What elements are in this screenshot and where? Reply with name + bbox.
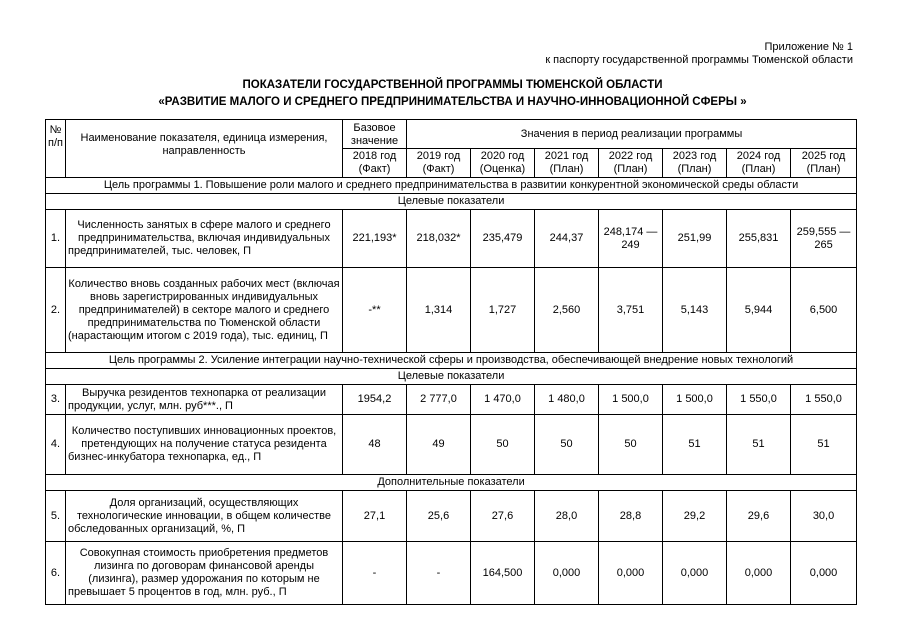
indicator-value: 221,193* (343, 210, 407, 268)
year-kind: (Факт) (358, 163, 391, 175)
indicator-value: 1 550,0 (727, 385, 791, 415)
indicator-value: 5,944 (727, 268, 791, 353)
appendix-note (545, 41, 853, 67)
year-kind: (План) (677, 163, 712, 175)
header-base: Базовое значение (343, 120, 407, 149)
indicator-value: -** (343, 268, 407, 353)
indicator-value: 51 (791, 415, 857, 475)
year-label: 2018 год (352, 150, 397, 162)
indicator-value: 0,000 (599, 542, 663, 605)
additional-indicators-heading: Дополнительные показатели (46, 475, 857, 491)
target-indicators-heading: Целевые показатели (46, 194, 857, 210)
indicator-value: 1 470,0 (471, 385, 535, 415)
table-row (46, 491, 857, 542)
indicator-value: 29,6 (727, 491, 791, 542)
year-header (599, 149, 663, 178)
indicator-value: 25,6 (407, 491, 471, 542)
indicator-name: Количество вновь созданных рабочих мест (включая вновь зарегистрированных индивидуальных предпринимателей) в секторе малого и среднего предпринимательства по Тюменской области (нарастающим итогом с 2019 года), тыс. единиц, П (66, 268, 343, 353)
title-line-2: «РАЗВИТИЕ МАЛОГО И СРЕДНЕГО ПРЕДПРИНИМАТЕЛЬСТВА И НАУЧНО-ИННОВАЦИОННОЙ СФЕРЫ » (158, 96, 747, 108)
year-header (407, 149, 471, 178)
header-name: Наименование показателя, единица измерения, направленность (66, 120, 343, 178)
year-label: 2023 год (672, 150, 717, 162)
indicator-value: - (343, 542, 407, 605)
indicator-value: 27,6 (471, 491, 535, 542)
row-number: 2. (46, 268, 66, 353)
year-kind: (План) (741, 163, 776, 175)
indicator-value: 248,174 — 249 (599, 210, 663, 268)
indicator-value: 3,751 (599, 268, 663, 353)
year-header (471, 149, 535, 178)
table-row (46, 385, 857, 415)
table-row (46, 268, 857, 353)
appendix-line-1: Приложение № 1 (764, 41, 853, 53)
indicator-value: 27,1 (343, 491, 407, 542)
row-number: 1. (46, 210, 66, 268)
indicator-value: 1,314 (407, 268, 471, 353)
indicator-value: 0,000 (663, 542, 727, 605)
target-indicators-heading: Целевые показатели (46, 369, 857, 385)
indicator-value: 50 (599, 415, 663, 475)
indicator-value: 49 (407, 415, 471, 475)
year-header (663, 149, 727, 178)
indicator-value: 2 777,0 (407, 385, 471, 415)
indicator-value: 28,8 (599, 491, 663, 542)
indicator-value: 5,143 (663, 268, 727, 353)
year-header (343, 149, 407, 178)
indicator-value: 28,0 (535, 491, 599, 542)
row-number: 5. (46, 491, 66, 542)
indicator-value: 51 (727, 415, 791, 475)
indicator-value: 1 550,0 (791, 385, 857, 415)
indicator-value: 1,727 (471, 268, 535, 353)
indicator-value: 2,560 (535, 268, 599, 353)
indicator-value: 30,0 (791, 491, 857, 542)
row-number: 3. (46, 385, 66, 415)
indicator-value: 50 (471, 415, 535, 475)
row-number: 4. (46, 415, 66, 475)
indicator-value: 0,000 (791, 542, 857, 605)
indicator-value: 0,000 (535, 542, 599, 605)
header-num: № п/п (46, 120, 66, 178)
indicator-value: 259,555 — 265 (791, 210, 857, 268)
row-number: 6. (46, 542, 66, 605)
indicators-table (45, 119, 857, 605)
title-line-1: ПОКАЗАТЕЛИ ГОСУДАРСТВЕННОЙ ПРОГРАММЫ ТЮМЕНСКОЙ ОБЛАСТИ (242, 79, 663, 91)
indicator-name: Выручка резидентов технопарка от реализации продукции, услуг, млн. руб***., П (66, 385, 343, 415)
year-kind: (Факт) (422, 163, 455, 175)
indicator-name: Численность занятых в сфере малого и среднего предпринимательства, включая индивидуальных предпринимателей, тыс. человек, П (66, 210, 343, 268)
year-header (727, 149, 791, 178)
indicator-value: 1 500,0 (663, 385, 727, 415)
indicator-value: 164,500 (471, 542, 535, 605)
year-header (791, 149, 857, 178)
indicator-value: - (407, 542, 471, 605)
indicator-value: 218,032* (407, 210, 471, 268)
indicator-value: 6,500 (791, 268, 857, 353)
indicator-name: Количество поступивших инновационных проектов, претендующих на получение статуса резидента бизнес-инкубатора технопарка, ед., П (66, 415, 343, 475)
year-label: 2024 год (736, 150, 781, 162)
indicator-value: 251,99 (663, 210, 727, 268)
goal-2-heading: Цель программы 2. Усиление интеграции научно-технической сферы и производства, обеспечивающей внедрение новых технологий (46, 353, 857, 369)
header-period: Значения в период реализации программы (407, 120, 857, 149)
indicator-value: 48 (343, 415, 407, 475)
year-header (535, 149, 599, 178)
year-kind: (Оценка) (479, 163, 526, 175)
indicator-value: 1 480,0 (535, 385, 599, 415)
year-kind: (План) (613, 163, 648, 175)
year-kind: (План) (549, 163, 584, 175)
appendix-line-2: к паспорту государственной программы Тюменской области (545, 54, 853, 66)
indicator-value: 1954,2 (343, 385, 407, 415)
year-label: 2025 год (801, 150, 846, 162)
indicator-value: 29,2 (663, 491, 727, 542)
table-row (46, 210, 857, 268)
indicator-name: Совокупная стоимость приобретения предметов лизинга по договорам финансовой аренды (лизинга), размер удорожания по которым не превышает 5 процентов в год, млн. руб., П (66, 542, 343, 605)
indicator-value: 51 (663, 415, 727, 475)
indicator-value: 244,37 (535, 210, 599, 268)
table-row (46, 415, 857, 475)
year-label: 2020 год (480, 150, 525, 162)
year-label: 2022 год (608, 150, 653, 162)
indicator-value: 255,831 (727, 210, 791, 268)
year-label: 2019 год (416, 150, 461, 162)
indicator-value: 0,000 (727, 542, 791, 605)
goal-1-heading: Цель программы 1. Повышение роли малого и среднего предпринимательства в развитии конкурентной экономической среды области (46, 178, 857, 194)
document-title (0, 77, 905, 111)
year-kind: (План) (806, 163, 841, 175)
year-label: 2021 год (544, 150, 589, 162)
indicator-value: 1 500,0 (599, 385, 663, 415)
indicator-value: 50 (535, 415, 599, 475)
indicator-name: Доля организаций, осуществляющих технологические инновации, в общем количестве обследованных организаций, %, П (66, 491, 343, 542)
indicator-value: 235,479 (471, 210, 535, 268)
table-row (46, 542, 857, 605)
